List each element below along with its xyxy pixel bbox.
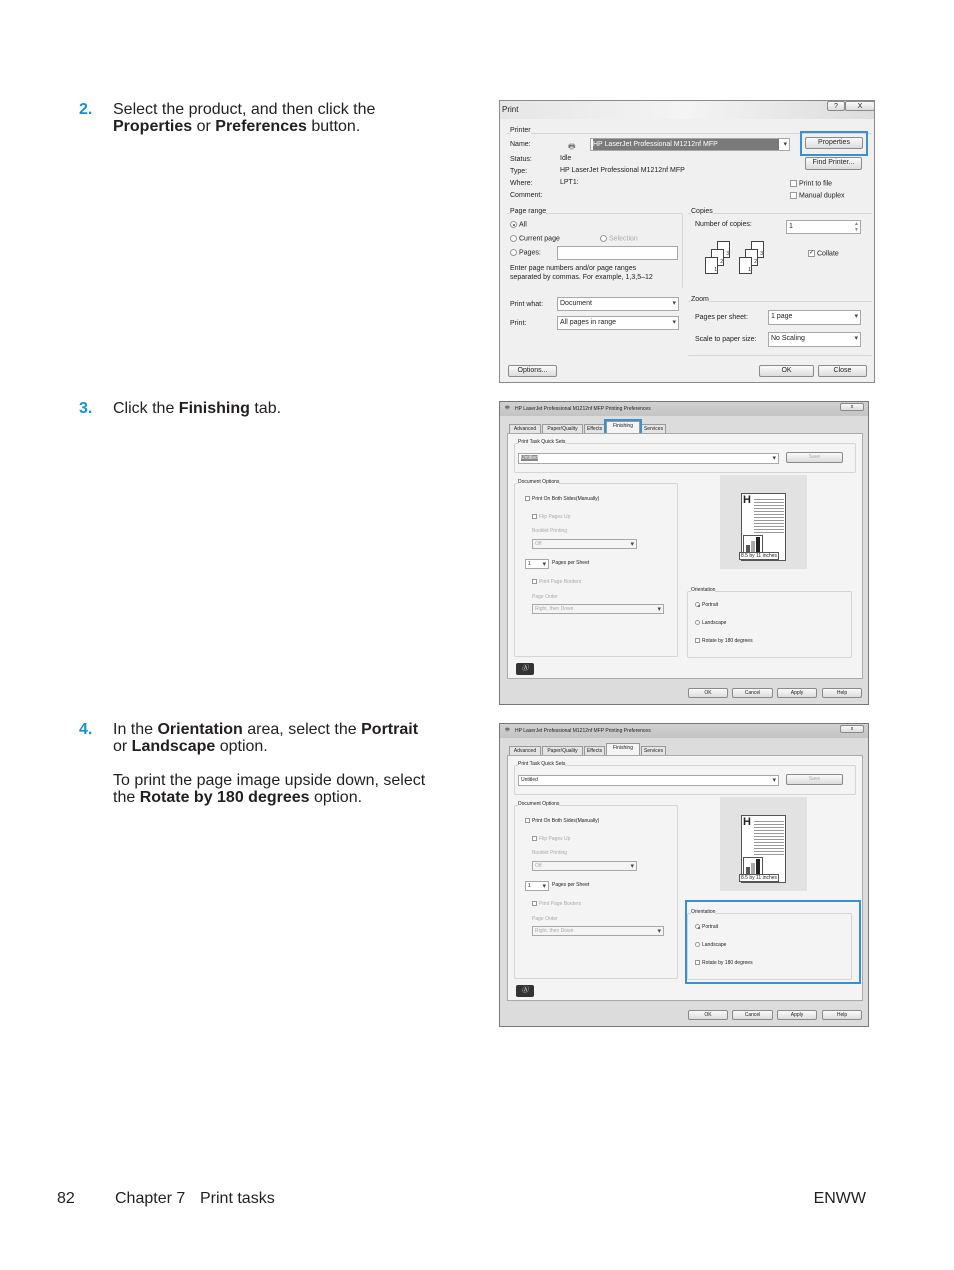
text: the: [113, 789, 140, 806]
dialog-title: HP LaserJet Professional M1212nf MFP Printing Preferences: [515, 406, 651, 412]
tab-paper-quality[interactable]: Paper/Quality: [542, 746, 583, 755]
printing-preferences-dialog: [499, 401, 869, 705]
checkbox[interactable]: [532, 901, 537, 906]
close-window-button[interactable]: x: [840, 403, 864, 411]
text: In the: [113, 721, 158, 738]
copies-group: [688, 213, 872, 214]
checkbox[interactable]: [695, 638, 700, 643]
label: Print Page Borders: [539, 579, 582, 585]
printer-icon: 🖶: [505, 405, 510, 411]
both-sides-checkbox[interactable]: [525, 818, 599, 824]
tab-finishing[interactable]: Finishing: [606, 743, 640, 756]
booklet-label: Booklet Printing: [532, 850, 568, 856]
help-button[interactable]: Help: [822, 688, 862, 698]
step-number: 2.: [79, 101, 93, 118]
radio[interactable]: [510, 235, 517, 242]
both-sides-checkbox[interactable]: [525, 496, 599, 502]
pages-per-sheet-label: Pages per Sheet: [552, 560, 590, 566]
flip-pages-checkbox[interactable]: [532, 514, 570, 520]
value: 1: [789, 223, 793, 230]
group-label: Document Options: [518, 479, 560, 485]
apply-button[interactable]: Apply: [777, 688, 817, 698]
group-label: Zoom: [691, 296, 709, 303]
pages-per-sheet-label: Pages per sheet:: [695, 314, 748, 321]
label: Print On Both Sides(Manually): [532, 496, 600, 502]
document-options-group: [514, 483, 678, 657]
page-order-select[interactable]: Right, then Down ▾: [532, 926, 664, 936]
pages-input[interactable]: [557, 246, 678, 260]
text: or: [192, 118, 216, 135]
label: Print to file: [799, 180, 833, 188]
label: Selection: [609, 235, 638, 243]
page-order-label: Page Order: [532, 916, 558, 922]
tab-advanced[interactable]: Advanced: [509, 746, 541, 755]
text: Click the: [113, 400, 179, 417]
save-button[interactable]: Save: [786, 452, 843, 463]
group-label: Printer: [510, 127, 531, 134]
bold-term: Rotate by 180 degrees: [139, 789, 310, 806]
label: Print Page Borders: [539, 901, 582, 907]
step-4-text: [113, 721, 453, 755]
selected-printer: HP LaserJet Professional M1212nf MFP: [593, 139, 779, 151]
printer-name-select[interactable]: [590, 138, 790, 151]
group-label: Orientation: [691, 909, 716, 915]
ok-button[interactable]: OK: [759, 365, 814, 377]
bold-term: Orientation: [157, 721, 243, 738]
checkbox[interactable]: [532, 514, 537, 519]
quick-sets-select[interactable]: [518, 453, 779, 464]
scale-label: Scale to paper size:: [695, 336, 757, 343]
hp-logo: ⓗ: [516, 985, 534, 997]
label: Flip Pages Up: [539, 514, 571, 520]
flip-pages-checkbox[interactable]: [532, 836, 570, 842]
text: area, select the: [242, 721, 362, 738]
cancel-button[interactable]: Cancel: [732, 688, 773, 698]
tab-effects[interactable]: Effects: [584, 746, 605, 755]
print-label: Print:: [510, 320, 527, 327]
print-dialog: [499, 100, 875, 383]
radio[interactable]: [600, 235, 607, 242]
where-label: Where:: [510, 180, 533, 187]
text: tab.: [249, 400, 282, 417]
value: Untitled: [521, 455, 538, 461]
section-label: Print tasks: [200, 1190, 275, 1207]
bold-term: Landscape: [131, 738, 216, 755]
checkbox[interactable]: [790, 180, 797, 187]
page-preview: [720, 475, 807, 569]
spinner-icon[interactable]: ▲ ▼: [854, 221, 859, 233]
pages-per-sheet-select[interactable]: 1 ▾: [525, 881, 549, 891]
page-order-label: Page Order: [532, 594, 558, 600]
page-icon: 2: [745, 249, 758, 266]
tab-services[interactable]: Services: [641, 746, 666, 755]
current-page-radio[interactable]: [510, 235, 560, 242]
collate-checkbox[interactable]: [808, 250, 839, 257]
text: button.: [306, 118, 361, 135]
page-borders-checkbox[interactable]: [532, 579, 581, 585]
print-what-label: Print what:: [510, 301, 544, 308]
group-label: Document Options: [518, 801, 560, 807]
rotate-180-checkbox[interactable]: [695, 638, 753, 644]
zoom-group: [688, 301, 872, 302]
help-button[interactable]: Help: [822, 1010, 862, 1020]
hp-logo: ⓗ: [516, 663, 534, 675]
radio[interactable]: [510, 221, 517, 228]
page-order-select[interactable]: Right, then Down ▾: [532, 604, 664, 614]
label: Pages:: [519, 249, 541, 257]
booklet-label: Booklet Printing: [532, 528, 568, 534]
group-label: Page range: [510, 208, 547, 215]
label: Rotate by 180 degrees: [702, 960, 753, 966]
quick-sets-select[interactable]: [518, 775, 779, 786]
copies-label: Number of copies:: [695, 221, 752, 228]
booklet-select[interactable]: Off ▾: [532, 539, 637, 549]
ok-button[interactable]: OK: [688, 688, 728, 698]
group-label: Print Task Quick Sets: [518, 761, 566, 767]
document-options-group: [514, 805, 678, 979]
close-window-button[interactable]: x: [840, 725, 864, 733]
printer-icon: 🖶: [568, 142, 576, 151]
options-button[interactable]: Options...: [508, 365, 557, 377]
find-printer-button[interactable]: Find Printer...: [805, 157, 862, 170]
pages-per-sheet-label: Pages per Sheet: [552, 882, 590, 888]
text: Select the product, and then click the: [113, 101, 376, 118]
label: Landscape: [702, 620, 727, 626]
print-what-select[interactable]: Document ▾: [557, 297, 679, 311]
footer-code: ENWW: [813, 1190, 866, 1207]
text-lines: [754, 819, 784, 857]
page-number: 82: [57, 1190, 75, 1207]
comment-label: Comment:: [510, 192, 543, 199]
text-lines: [754, 497, 784, 535]
chapter-label: Chapter 7: [115, 1190, 186, 1207]
heading-glyph: H: [743, 816, 751, 828]
hint-text: Enter page numbers and/or page ranges: [510, 265, 637, 272]
checkbox[interactable]: [532, 836, 537, 841]
printer-icon: 🖶: [505, 727, 510, 733]
label: Rotate by 180 degrees: [702, 638, 753, 644]
pages-per-sheet-select[interactable]: 1 ▾: [525, 559, 549, 569]
label: Flip Pages Up: [539, 836, 571, 842]
bold-term: Finishing: [178, 400, 250, 417]
type-value: HP LaserJet Professional M1212nf MFP: [560, 167, 685, 174]
radio[interactable]: [695, 602, 700, 607]
portrait-radio[interactable]: [695, 602, 718, 608]
help-button[interactable]: ?: [827, 101, 845, 111]
label: Manual duplex: [799, 192, 845, 200]
paper-size-label: 8.5 by 11 inches: [741, 553, 778, 559]
step-number: 3.: [79, 400, 93, 417]
page-icon: 1: [705, 257, 718, 274]
step-4-note: [113, 772, 453, 806]
scale-select[interactable]: No Scaling ▾: [768, 332, 861, 347]
value: Untitled: [521, 777, 538, 783]
hint-text: separated by commas. For example, 1,3,5–12: [510, 274, 653, 281]
dialog-title: HP LaserJet Professional M1212nf MFP Printing Preferences: [515, 728, 651, 734]
label: Collate: [817, 250, 839, 258]
radio[interactable]: [695, 620, 700, 625]
save-button[interactable]: Save: [786, 774, 843, 785]
name-label: Name:: [510, 141, 531, 148]
where-value: LPT1:: [560, 179, 579, 186]
tab-services[interactable]: Services: [641, 424, 666, 433]
page-borders-checkbox[interactable]: [532, 901, 581, 907]
tab-effects[interactable]: Effects: [584, 424, 605, 433]
close-button[interactable]: Close: [818, 365, 867, 377]
title-bar: [500, 101, 874, 119]
divider: [688, 355, 872, 356]
text: or: [113, 738, 132, 755]
apply-button[interactable]: Apply: [777, 1010, 817, 1020]
bold-term: Portrait: [361, 721, 419, 738]
print-to-file-checkbox[interactable]: [790, 180, 832, 187]
chart-glyph: [743, 857, 763, 875]
bold-term: Properties: [113, 118, 193, 135]
page-preview: [720, 797, 807, 891]
group-label: Print Task Quick Sets: [518, 439, 566, 445]
ok-button[interactable]: OK: [688, 1010, 728, 1020]
radio[interactable]: [510, 249, 517, 256]
pages-per-sheet-select[interactable]: 1 page ▾: [768, 310, 861, 325]
all-radio[interactable]: [510, 221, 527, 228]
checkbox[interactable]: [532, 579, 537, 584]
dialog-title: Print: [502, 105, 519, 114]
group-label: Orientation: [691, 587, 716, 593]
label: Portrait: [702, 602, 719, 608]
label: Print On Both Sides(Manually): [532, 818, 600, 824]
tab-paper-quality[interactable]: Paper/Quality: [542, 424, 583, 433]
page-icon: 3: [717, 241, 730, 258]
checkbox[interactable]: [525, 496, 530, 501]
label: Landscape: [702, 942, 727, 948]
page-icon: 1: [739, 257, 752, 274]
page-icon: 3: [751, 241, 764, 258]
step-3-text: [113, 400, 453, 417]
properties-button[interactable]: Properties: [805, 137, 863, 149]
status-label: Status:: [510, 156, 532, 163]
print-select[interactable]: All pages in range ▾: [557, 316, 679, 330]
booklet-select[interactable]: Off ▾: [532, 861, 637, 871]
checkbox[interactable]: [790, 192, 797, 199]
step-2-text: [113, 101, 453, 135]
page-icon: [741, 815, 786, 883]
landscape-radio[interactable]: [695, 620, 726, 626]
manual-duplex-checkbox[interactable]: [790, 192, 845, 199]
label: Current page: [519, 235, 560, 243]
copies-input[interactable]: [786, 220, 861, 234]
printing-preferences-dialog: [499, 723, 869, 1027]
checkbox[interactable]: [525, 818, 530, 823]
text: option.: [309, 789, 363, 806]
pages-radio[interactable]: [510, 249, 541, 256]
collate-illustration: [705, 241, 735, 281]
status-value: Idle: [560, 155, 572, 162]
cancel-button[interactable]: Cancel: [732, 1010, 773, 1020]
bold-term: Preferences: [215, 118, 307, 135]
page-icon: [741, 493, 786, 561]
label: All: [519, 221, 527, 229]
tab-advanced[interactable]: Advanced: [509, 424, 541, 433]
text: option.: [215, 738, 268, 755]
page-icon: 2: [711, 249, 724, 266]
group-label: Copies: [691, 208, 713, 215]
type-label: Type:: [510, 168, 528, 175]
paper-size-label: 8.5 by 11 inches: [741, 875, 778, 881]
heading-glyph: H: [743, 494, 751, 506]
step-number: 4.: [79, 721, 93, 738]
collate-illustration: [739, 241, 769, 281]
text: To print the page image upside down, select: [113, 772, 426, 789]
close-window-button[interactable]: X: [845, 101, 875, 111]
chart-glyph: [743, 535, 763, 553]
label: Portrait: [702, 924, 719, 930]
selection-radio[interactable]: [600, 235, 638, 242]
checkbox[interactable]: ✓: [809, 250, 815, 256]
highlight-box: [685, 900, 861, 984]
tab-finishing[interactable]: Finishing: [606, 421, 640, 434]
